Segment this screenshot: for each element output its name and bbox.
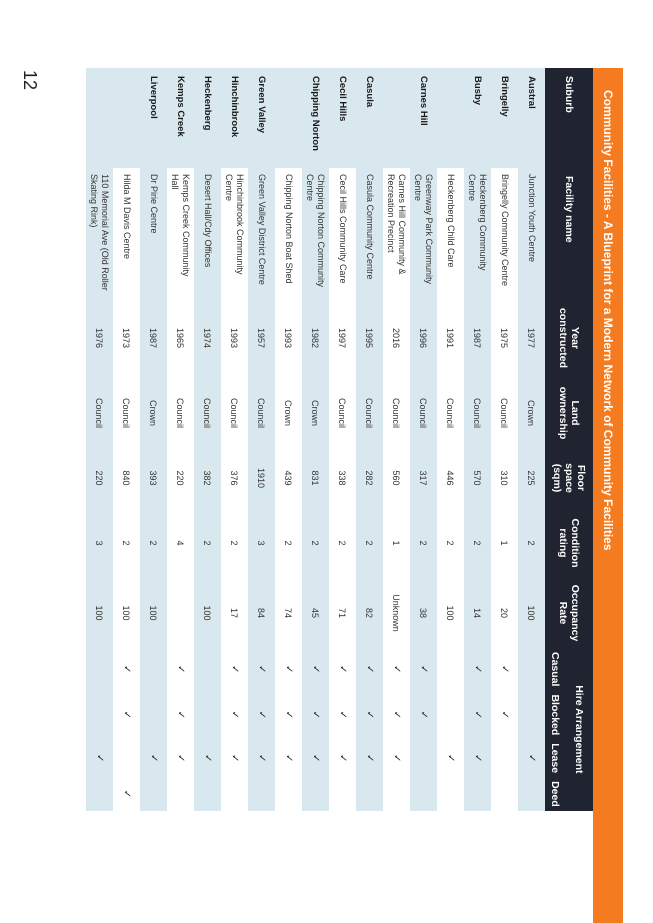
occupancy-cell: 100 (86, 578, 113, 648)
floor-space-cell: 439 (283, 470, 294, 486)
blocked-cell (410, 690, 437, 739)
condition-cell: 2 (283, 540, 294, 546)
facility-cell: Greenway Park Community Centre (410, 168, 437, 298)
lease-cell (383, 739, 410, 777)
land-ownership-cell: Crown (302, 378, 329, 448)
suburb-cell: Green Valley (248, 68, 275, 168)
header-lease: Lease (545, 739, 565, 777)
blocked-cell (491, 690, 518, 739)
condition-cell: 1 (499, 540, 510, 546)
occupancy-cell (167, 578, 194, 648)
lease-cell (248, 739, 275, 777)
tick-icon: ✓ (202, 753, 213, 763)
year-cell: 1976 (86, 298, 113, 378)
occupancy-cell: 100 (518, 578, 545, 648)
tick-icon: ✓ (391, 665, 402, 674)
table-row (86, 68, 113, 811)
table-row (518, 68, 545, 811)
land-ownership-cell: Council (410, 378, 437, 448)
condition-cell: 4 (175, 540, 186, 546)
tick-icon: ✓ (391, 710, 402, 720)
facility-cell: Desert Hall/Cdy Offices (194, 168, 221, 298)
casual-cell (167, 648, 194, 690)
occupancy-cell: 100 (121, 605, 132, 621)
blocked-cell (437, 690, 464, 739)
blocked-cell (464, 690, 491, 739)
tick-icon: ✓ (391, 753, 402, 763)
tick-icon: ✓ (283, 710, 294, 720)
casual-cell (302, 648, 329, 690)
facility-cell: Dr Pirie Centre (140, 168, 167, 298)
deed-cell (86, 777, 113, 811)
occupancy-cell: 17 (229, 607, 240, 618)
condition-cell: 2 (302, 508, 329, 578)
tick-icon: ✓ (499, 710, 510, 720)
deed-cell (383, 777, 410, 811)
condition-cell: 2 (337, 540, 348, 546)
year-cell: 1975 (499, 327, 510, 349)
tick-icon: ✓ (364, 665, 375, 674)
year-cell: 1977 (518, 298, 545, 378)
land-ownership-cell: Council (337, 397, 348, 428)
blocked-cell (356, 690, 383, 739)
facility-cell: Hilda M Davis Centre (121, 174, 132, 260)
tick-icon: ✓ (175, 665, 186, 674)
suburb-cell: Kemps Creek (167, 68, 194, 168)
tick-icon: ✓ (472, 710, 483, 720)
table-row (248, 68, 275, 811)
header-year: Year constructed (545, 298, 593, 378)
occupancy-cell: 71 (337, 607, 348, 618)
table-row (464, 68, 491, 811)
header-casual: Casual (545, 648, 565, 690)
suburb-cell: Casula (356, 68, 383, 168)
condition-cell: 3 (86, 508, 113, 578)
tick-icon: ✓ (472, 753, 483, 763)
year-cell: 1965 (175, 327, 186, 349)
occupancy-cell: 100 (445, 605, 456, 621)
tick-icon: ✓ (229, 665, 240, 674)
floor-space-cell: 338 (337, 470, 348, 486)
floor-space-cell: 1910 (248, 448, 275, 508)
facility-cell: Heckenberg Child Care (445, 174, 456, 268)
casual-cell (248, 648, 275, 690)
table-row (194, 68, 221, 811)
facility-cell: Green Valley District Centre (248, 168, 275, 298)
lease-cell (113, 739, 140, 777)
suburb-cell (275, 68, 302, 168)
table-row (302, 68, 329, 811)
facility-cell: Chipping Norton Boat Shed (283, 174, 294, 284)
casual-cell (410, 648, 437, 690)
deed-cell (491, 777, 518, 811)
blocked-cell (275, 690, 302, 739)
suburb-cell: Busby (464, 68, 491, 168)
floor-space-cell: 220 (86, 448, 113, 508)
year-cell: 1974 (194, 298, 221, 378)
land-ownership-cell: Council (86, 378, 113, 448)
year-cell: 1982 (302, 298, 329, 378)
table-row (113, 68, 140, 811)
blocked-cell (194, 690, 221, 739)
lease-cell (275, 739, 302, 777)
tick-icon: ✓ (418, 710, 429, 720)
facility-cell: Carnes Hill Community & Recreation Precinct (386, 174, 407, 275)
header-land: Land ownership (545, 378, 593, 448)
facilities-table (86, 68, 593, 811)
tick-icon: ✓ (283, 753, 294, 763)
facility-cell: Cecil Hills Community Care (337, 174, 348, 284)
land-ownership-cell: Council (121, 397, 132, 428)
suburb-cell: Liverpool (140, 68, 167, 168)
suburb-cell (437, 68, 464, 168)
tick-icon: ✓ (526, 753, 537, 763)
condition-cell: 3 (248, 508, 275, 578)
occupancy-cell: 100 (140, 578, 167, 648)
table-row (167, 68, 194, 811)
facility-cell: 110 Memorial Ave (Old Roller Skating Rink) (86, 168, 113, 298)
tick-icon: ✓ (364, 753, 375, 763)
tick-icon: ✓ (283, 665, 294, 674)
tick-icon: ✓ (256, 753, 267, 763)
deed-cell (464, 777, 491, 811)
tick-icon: ✓ (175, 710, 186, 720)
tick-icon: ✓ (472, 665, 483, 674)
casual-cell (464, 648, 491, 690)
facility-cell: Hinchinbrook Community Centre (224, 174, 245, 275)
suburb-cell: Chipping Norton (302, 68, 329, 168)
floor-space-cell: 446 (445, 470, 456, 486)
casual-cell (329, 648, 356, 690)
tick-icon: ✓ (364, 710, 375, 720)
deed-cell (248, 777, 275, 811)
table-row (221, 68, 248, 811)
land-ownership-cell: Crown (283, 399, 294, 426)
table-row (275, 68, 302, 811)
year-cell: 1993 (229, 327, 240, 349)
blocked-cell (140, 690, 167, 739)
tick-icon: ✓ (337, 710, 348, 720)
casual-cell (437, 648, 464, 690)
tick-icon: ✓ (310, 665, 321, 674)
casual-cell (86, 648, 113, 690)
condition-cell: 2 (464, 508, 491, 578)
floor-space-cell: 317 (410, 448, 437, 508)
year-cell: 1987 (140, 298, 167, 378)
floor-space-cell: 282 (356, 448, 383, 508)
land-ownership-cell: Council (499, 397, 510, 428)
condition-cell: 2 (410, 508, 437, 578)
floor-space-cell: 225 (518, 448, 545, 508)
year-cell: 1991 (445, 327, 456, 349)
condition-cell: 2 (518, 508, 545, 578)
casual-cell (275, 648, 302, 690)
lease-cell (491, 739, 518, 777)
occupancy-cell: Unknown (391, 594, 402, 632)
deed-cell (221, 777, 248, 811)
header-hire: Hire Arrangement (565, 648, 593, 811)
land-ownership-cell: Crown (518, 378, 545, 448)
table-row (491, 68, 518, 811)
page-number: 12 (20, 70, 40, 91)
facility-cell: Junction Youth Centre (518, 168, 545, 298)
land-ownership-cell: Council (464, 378, 491, 448)
land-ownership-cell: Council (248, 378, 275, 448)
casual-cell (356, 648, 383, 690)
floor-space-cell: 840 (121, 470, 132, 486)
suburb-cell (383, 68, 410, 168)
year-cell: 1987 (464, 298, 491, 378)
lease-cell (194, 739, 221, 777)
deed-cell (113, 777, 140, 811)
tick-icon: ✓ (310, 753, 321, 763)
occupancy-cell: 14 (464, 578, 491, 648)
header-floor: Floor space (sqm) (545, 448, 593, 508)
deed-cell (437, 777, 464, 811)
year-cell: 1957 (248, 298, 275, 378)
condition-cell: 2 (356, 508, 383, 578)
header-deed: Deed (545, 777, 565, 811)
casual-cell (194, 648, 221, 690)
tick-icon: ✓ (256, 665, 267, 674)
lease-cell (329, 739, 356, 777)
header-suburb: Suburb (545, 68, 593, 168)
suburb-cell: Heckenberg (194, 68, 221, 168)
tick-icon: ✓ (229, 753, 240, 763)
year-cell: 2016 (391, 327, 402, 349)
lease-cell (464, 739, 491, 777)
blocked-cell (113, 690, 140, 739)
header-blocked: Blocked (545, 690, 565, 739)
suburb-cell (113, 68, 140, 168)
table-row (410, 68, 437, 811)
facility-cell: Casula Community Centre (356, 168, 383, 298)
land-ownership-cell: Crown (140, 378, 167, 448)
land-ownership-cell: Council (229, 397, 240, 428)
casual-cell (518, 648, 545, 690)
tick-icon: ✓ (256, 710, 267, 720)
deed-cell (518, 777, 545, 811)
year-cell: 1996 (410, 298, 437, 378)
floor-space-cell: 831 (302, 448, 329, 508)
floor-space-cell: 560 (391, 470, 402, 486)
suburb-cell: Bringelly (491, 68, 518, 168)
lease-cell (437, 739, 464, 777)
deed-cell (194, 777, 221, 811)
blocked-cell (329, 690, 356, 739)
suburb-cell (86, 68, 113, 168)
blocked-cell (167, 690, 194, 739)
lease-cell (518, 739, 545, 777)
condition-cell: 2 (140, 508, 167, 578)
condition-cell: 2 (121, 540, 132, 546)
header-condition: Condition rating (545, 508, 593, 578)
table-row (437, 68, 464, 811)
land-ownership-cell: Council (194, 378, 221, 448)
occupancy-cell: 84 (248, 578, 275, 648)
lease-cell (410, 739, 437, 777)
lease-cell (221, 739, 248, 777)
tick-icon: ✓ (337, 753, 348, 763)
tick-icon: ✓ (445, 753, 456, 763)
header-occupancy: Occupancy Rate (545, 578, 593, 648)
lease-cell (86, 739, 113, 777)
table-row (383, 68, 410, 811)
facility-cell: Bringelly Community Centre (499, 174, 510, 287)
tick-icon: ✓ (121, 665, 132, 674)
casual-cell (113, 648, 140, 690)
lease-cell (140, 739, 167, 777)
tick-icon: ✓ (418, 665, 429, 674)
floor-space-cell: 220 (175, 470, 186, 486)
deed-cell (410, 777, 437, 811)
deed-cell (302, 777, 329, 811)
casual-cell (383, 648, 410, 690)
occupancy-cell: 82 (356, 578, 383, 648)
condition-cell: 2 (229, 540, 240, 546)
blocked-cell (248, 690, 275, 739)
table-title-banner: Community Facilities - A Blueprint for a Modern Network of Community Facilities (593, 68, 623, 923)
table-row (140, 68, 167, 811)
blocked-cell (518, 690, 545, 739)
floor-space-cell: 376 (229, 470, 240, 486)
lease-cell (302, 739, 329, 777)
header-facility: Facility name (545, 168, 593, 298)
facility-cell: Chipping Norton Community Centre (302, 168, 329, 298)
deed-cell (167, 777, 194, 811)
tick-icon: ✓ (94, 753, 105, 763)
occupancy-cell: 45 (302, 578, 329, 648)
table-row (356, 68, 383, 811)
occupancy-cell: 38 (410, 578, 437, 648)
year-cell: 1993 (283, 327, 294, 349)
tick-icon: ✓ (310, 710, 321, 720)
land-ownership-cell: Council (445, 397, 456, 428)
blocked-cell (86, 690, 113, 739)
condition-cell: 1 (391, 540, 402, 546)
casual-cell (140, 648, 167, 690)
condition-cell: 2 (194, 508, 221, 578)
floor-space-cell: 570 (464, 448, 491, 508)
deed-cell (275, 777, 302, 811)
floor-space-cell: 382 (194, 448, 221, 508)
tick-icon: ✓ (229, 710, 240, 720)
deed-cell (356, 777, 383, 811)
land-ownership-cell: Council (356, 378, 383, 448)
table-body (86, 68, 545, 811)
deed-cell (140, 777, 167, 811)
tick-icon: ✓ (148, 753, 159, 763)
suburb-cell: Cecil Hills (329, 68, 356, 168)
land-ownership-cell: Council (391, 397, 402, 428)
facility-cell: Heckenberg Community Centre (464, 168, 491, 298)
blocked-cell (383, 690, 410, 739)
tick-icon: ✓ (337, 665, 348, 674)
suburb-cell: Hinchinbrook (221, 68, 248, 168)
tick-icon: ✓ (175, 753, 186, 763)
blocked-cell (302, 690, 329, 739)
blocked-cell (221, 690, 248, 739)
year-cell: 1973 (121, 327, 132, 349)
floor-space-cell: 393 (140, 448, 167, 508)
occupancy-cell: 100 (194, 578, 221, 648)
year-cell: 1997 (337, 327, 348, 349)
tick-icon: ✓ (121, 789, 132, 799)
casual-cell (491, 648, 518, 690)
table-row (329, 68, 356, 811)
condition-cell: 2 (445, 540, 456, 546)
lease-cell (356, 739, 383, 777)
lease-cell (167, 739, 194, 777)
deed-cell (329, 777, 356, 811)
tick-icon: ✓ (499, 665, 510, 674)
suburb-cell: Carnes Hill (410, 68, 437, 168)
tick-icon: ✓ (121, 710, 132, 720)
land-ownership-cell: Council (175, 397, 186, 428)
occupancy-cell: 74 (283, 607, 294, 618)
casual-cell (221, 648, 248, 690)
year-cell: 1995 (356, 298, 383, 378)
suburb-cell: Austral (518, 68, 545, 168)
facility-cell: Kemps Creek Community Hall (170, 174, 191, 277)
floor-space-cell: 310 (499, 470, 510, 486)
occupancy-cell: 20 (499, 607, 510, 618)
